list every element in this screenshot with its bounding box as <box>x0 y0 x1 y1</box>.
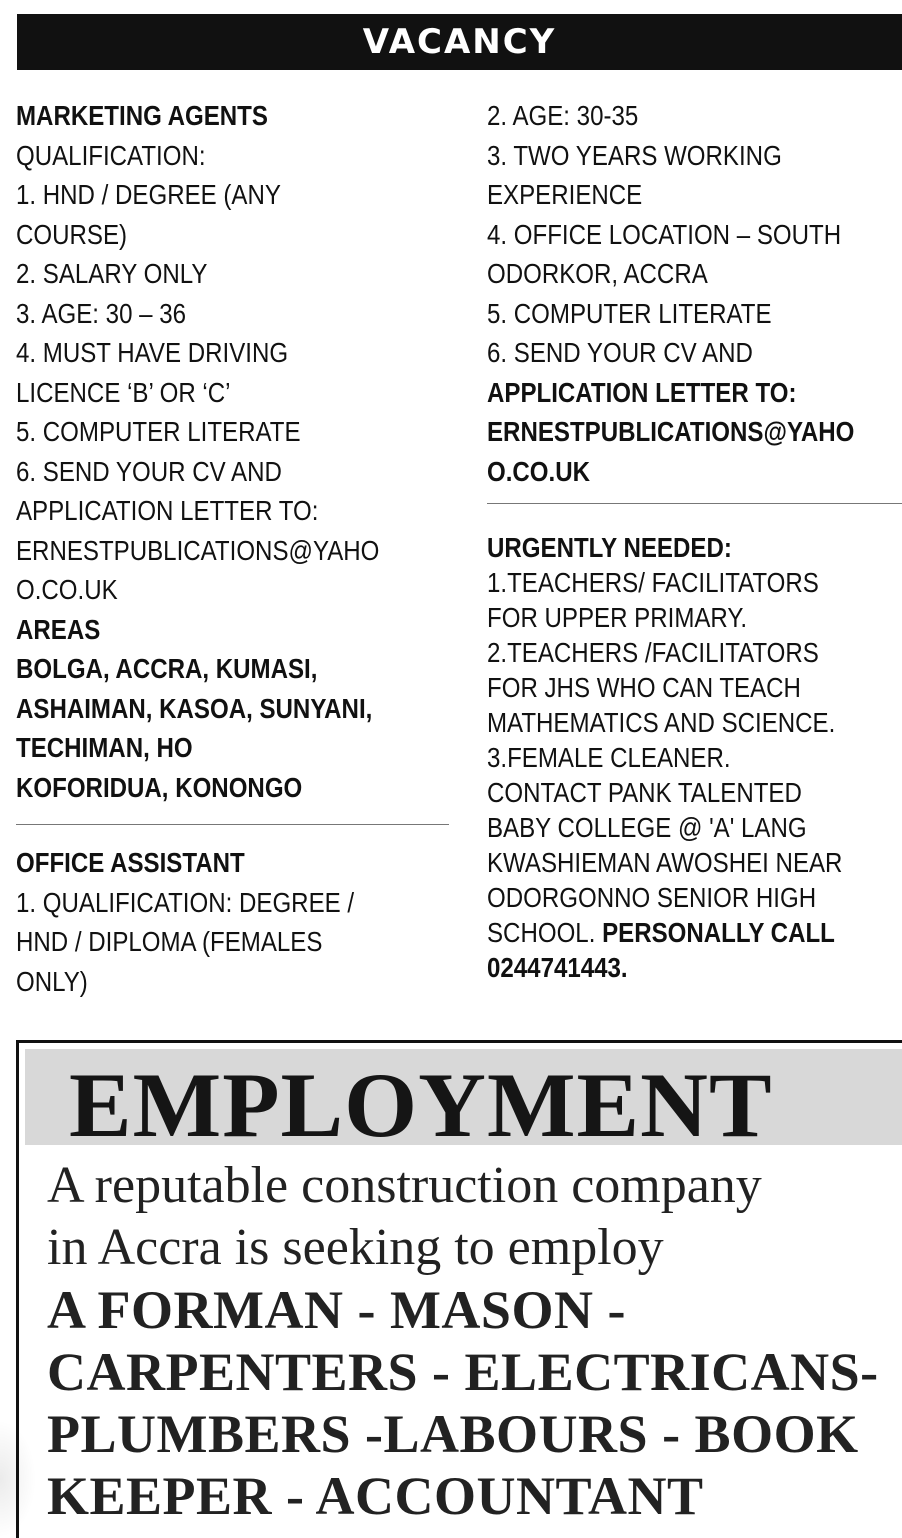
marketing-line: 6. SEND YOUR CV AND <box>16 455 282 487</box>
office-line: ONLY) <box>16 965 88 997</box>
urgent-line: 2.TEACHERS /FACILITATORS <box>487 637 819 668</box>
marketing-line: 4. MUST HAVE DRIVING <box>16 337 289 368</box>
areas-line: ASHAIMAN, KASOA, SUNYANI, <box>16 692 373 724</box>
office-heading: OFFICE ASSISTANT <box>16 847 245 878</box>
marketing-line: APPLICATION LETTER TO: <box>16 495 319 526</box>
office-assistant-continued <box>487 96 854 491</box>
urgent-line: ODORGONNO SENIOR HIGH <box>487 882 817 913</box>
urgent-line: FOR UPPER PRIMARY. <box>487 602 748 633</box>
employment-role-line: PLUMBERS -LABOURS - BOOK <box>47 1404 859 1464</box>
office-line: 5. COMPUTER LITERATE <box>487 297 772 329</box>
office-line: 6. SEND YOUR CV AND <box>487 337 753 368</box>
vacancy-header <box>17 14 902 70</box>
urgent-line: BABY COLLEGE @ 'A' LANG <box>487 812 807 843</box>
areas-line: TECHIMAN, HO <box>16 732 193 763</box>
urgent-last-line <box>487 915 842 950</box>
employment-title-band <box>25 1049 902 1156</box>
office-assistant-section <box>16 843 354 1001</box>
urgent-line: MATHEMATICS AND SCIENCE. <box>487 707 836 738</box>
office-bold-line: APPLICATION LETTER TO: <box>487 376 797 408</box>
urgent-line: CONTACT PANK TALENTED <box>487 777 802 808</box>
employment-role-line: A FORMAN - MASON - <box>47 1280 626 1340</box>
employment-role-line: CARPENTERS - ELECTRICANS- <box>47 1342 879 1402</box>
urgent-heading: URGENTLY NEEDED: <box>487 532 732 563</box>
marketing-line: LICENCE ‘B’ OR ‘C’ <box>16 376 231 408</box>
employment-body <box>47 1155 879 1527</box>
areas-line: BOLGA, ACCRA, KUMASI, <box>16 653 318 684</box>
office-line: HND / DIPLOMA (FEMALES <box>16 926 323 957</box>
marketing-line: COURSE) <box>16 218 128 250</box>
marketing-email-line: O.CO.UK <box>16 574 118 605</box>
vacancy-title: VACANCY <box>362 22 557 62</box>
marketing-line: 3. AGE: 30 – 36 <box>16 297 187 329</box>
office-line: 4. OFFICE LOCATION – SOUTH <box>487 218 842 250</box>
employment-role-line: KEEPER - ACCOUNTANT <box>47 1466 704 1526</box>
page-curl-shadow <box>0 1420 36 1538</box>
urgent-call-text: PERSONALLY CALL <box>602 917 835 948</box>
areas-heading: AREAS <box>16 613 101 645</box>
office-email-line: ERNESTPUBLICATIONS@YAHO <box>487 416 855 447</box>
office-email-line: O.CO.UK <box>487 455 591 487</box>
areas-line: KOFORIDUA, KONONGO <box>16 771 303 803</box>
marketing-line: 2. SALARY ONLY <box>16 258 208 289</box>
section-divider <box>487 503 902 504</box>
urgent-line: 3.FEMALE CLEANER. <box>487 742 731 773</box>
marketing-heading: MARKETING AGENTS <box>16 100 268 131</box>
urgent-line: 1.TEACHERS/ FACILITATORS <box>487 567 819 598</box>
office-line: 3. TWO YEARS WORKING <box>487 139 782 171</box>
marketing-email-line: ERNESTPUBLICATIONS@YAHO <box>16 534 380 566</box>
employment-title: EMPLOYMENT <box>69 1054 773 1156</box>
marketing-line: QUALIFICATION: <box>16 139 206 171</box>
marketing-agents-section <box>16 96 379 807</box>
employment-intro-line: A reputable construction company <box>47 1157 762 1214</box>
office-line: 1. QUALIFICATION: DEGREE / <box>16 886 355 918</box>
urgent-school-text: SCHOOL. <box>487 917 603 948</box>
office-line: EXPERIENCE <box>487 179 643 210</box>
section-divider <box>16 824 449 825</box>
marketing-line: 5. COMPUTER LITERATE <box>16 416 301 447</box>
employment-intro-line: in Accra is seeking to employ <box>47 1219 664 1276</box>
urgent-line: KWASHIEMAN AWOSHEI NEAR <box>487 847 843 878</box>
marketing-line: 1. HND / DEGREE (ANY <box>16 179 281 210</box>
urgent-phone: 0244741443. <box>487 952 628 983</box>
office-line: ODORKOR, ACCRA <box>487 258 708 289</box>
employment-advert <box>16 1040 902 1538</box>
office-line: 2. AGE: 30-35 <box>487 100 639 131</box>
urgently-needed-section <box>487 530 842 985</box>
urgent-line: FOR JHS WHO CAN TEACH <box>487 672 801 703</box>
